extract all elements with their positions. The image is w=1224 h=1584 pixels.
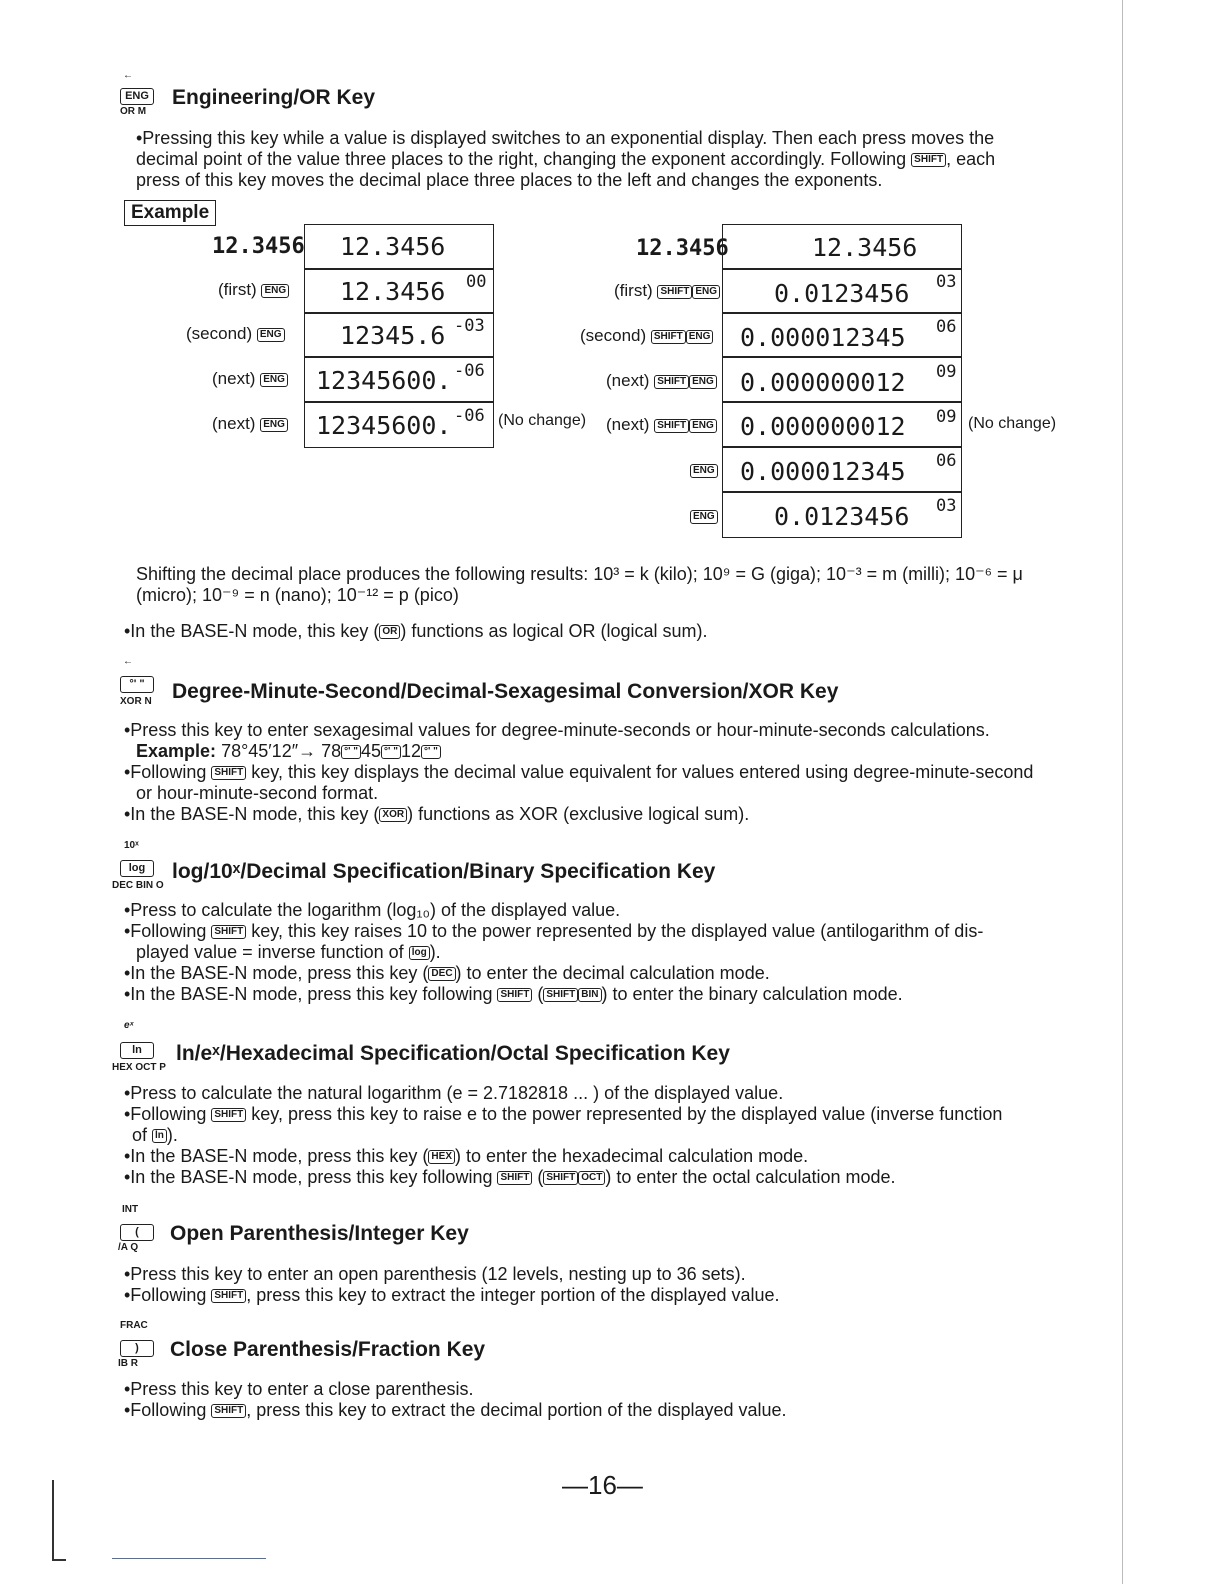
eng-key-below-label: OR M <box>120 106 147 117</box>
open-heading: Open Parenthesis/Integer Key <box>170 1222 469 1245</box>
right-row-4-label: (next) SHIFT ENG <box>606 415 717 435</box>
eng-key-small-icon: ENG <box>689 419 717 433</box>
eng-desc-line-3: press of this key moves the decimal place three places to the left and changes the exponents. <box>136 170 883 190</box>
log-key-below-label: DEC BIN O <box>112 880 164 891</box>
left-start-value: 12.3456 <box>212 234 305 259</box>
shift-key-icon: SHIFT <box>657 285 692 299</box>
eng-key-small-icon: ENG <box>692 285 720 299</box>
right-row-1-value: 0.0123456 <box>774 279 910 308</box>
right-row-3-label: (next) SHIFT ENG <box>606 371 717 391</box>
left-row-4-value: 12345600. <box>316 411 452 440</box>
right-row-1-exp: 03 <box>936 272 957 292</box>
left-row-3-label: (next) ENG <box>212 369 288 389</box>
eng-key-small-icon: ENG <box>260 373 288 387</box>
ln-description: •Press to calculate the natural logarithm (e = 2.7182818 ... ) of the displayed value. •Following SHIFT key, press this key to raise e to the power represented by the displayed value (inverse function of ln ). •In the BASE-N mode, press this key ( HEX ) to enter the hexadecimal calculation mode. •In the BASE-N mode, press this key following SHIFT ( SHIFT OCT ) to enter the octal calculation mode. <box>124 1083 1003 1187</box>
right-row-6-label <box>690 506 718 526</box>
eng-description <box>136 128 1216 191</box>
right-start-value: 12.3456 <box>636 236 729 261</box>
right-row-0-value: 12.3456 <box>812 233 918 262</box>
page-number: —16— <box>562 1470 643 1500</box>
bottom-blue-line <box>112 1558 266 1559</box>
eng-key-small-icon: ENG <box>257 328 285 342</box>
open-paren-key-icon: ( <box>120 1222 154 1241</box>
eng-key-small-icon: ENG <box>690 510 718 524</box>
right-row-2-exp: 06 <box>936 317 957 337</box>
shift-key-icon: SHIFT <box>654 375 689 389</box>
dms-description: •Press this key to enter sexagesimal values for degree-minute-seconds or hour-minute-seconds calculations. Example: 78°45′12″→ 78 °' " 45 °' " 12 °' " •Following SHIFT key, this key displays the decimal value equivalent for values entered using degree-minute-second or hour-minute-second format. •In the BASE-N mode, this key ( XOR ) functions as XOR (exclusive logical sum). <box>124 720 1034 824</box>
left-row-2-exp: -03 <box>454 316 485 336</box>
left-row-3-exp: -06 <box>454 361 485 381</box>
xor-key-icon: XOR <box>379 808 407 822</box>
right-row-6-exp: 03 <box>936 496 957 516</box>
right-row-3-exp: 09 <box>936 362 957 382</box>
left-row-4-exp: -06 <box>454 406 485 426</box>
right-row-5-label <box>690 460 718 480</box>
ln-key-above-label: eˣ <box>124 1020 134 1031</box>
right-row-2-label: (second) SHIFT ENG <box>580 326 713 346</box>
shifting-results: Shifting the decimal place produces the following results: 10³ = k (kilo); 10⁹ = G (giga); 10⁻³ = m (milli); 10⁻⁶ = μ (micro); 10⁻⁹ = n (nano); 10⁻¹² = p (pico) <box>136 564 1023 605</box>
right-row-2-value: 0.000012345 <box>740 323 906 352</box>
left-row-3-value: 12345600. <box>316 366 452 395</box>
eng-key-small-icon: ENG <box>690 464 718 478</box>
log-heading: log/10ˣ/Decimal Specification/Binary Specification Key <box>172 860 716 883</box>
close-key-below-label: IB R <box>118 1358 138 1369</box>
log-key-icon: log <box>120 858 154 877</box>
left-row-1-exp: 00 <box>466 272 487 292</box>
left-crop-mark <box>52 1480 54 1560</box>
right-row-4-value: 0.000000012 <box>740 412 906 441</box>
eng-key-label: ENG <box>120 88 154 105</box>
right-row-3-value: 0.000000012 <box>740 368 906 397</box>
eng-heading: Engineering/OR Key <box>172 86 376 109</box>
right-row-4-exp: 09 <box>936 407 957 427</box>
right-edge-line <box>1122 0 1123 1584</box>
right-row-5-exp: 06 <box>936 451 957 471</box>
eng-basen-note: •In the BASE-N mode, this key ( OR ) functions as logical OR (logical sum). <box>124 621 708 641</box>
dms-key-above-label: ← <box>123 656 133 667</box>
left-row-1-value: 12.3456 <box>340 277 446 306</box>
eng-key-small-icon: ENG <box>689 375 717 389</box>
eng-key-small-icon: ENG <box>261 284 289 298</box>
eng-key-above-label: ← <box>123 70 133 81</box>
left-row-4-label: (next) ENG <box>212 414 288 434</box>
or-key-icon: OR <box>379 625 400 639</box>
shift-key-icon: SHIFT <box>654 419 689 433</box>
log-key-above-label: 10ˣ <box>124 840 139 851</box>
open-key-below-label: /A Q <box>118 1242 139 1253</box>
right-row-1-label: (first) SHIFT ENG <box>614 281 720 301</box>
dms-heading: Degree-Minute-Second/Decimal-Sexagesimal Conversion/XOR Key <box>172 680 839 703</box>
left-row-0-value: 12.3456 <box>340 232 446 261</box>
ln-heading: ln/eˣ/Hexadecimal Specification/Octal Specification Key <box>176 1042 730 1065</box>
eng-desc-line-1: •Pressing this key while a value is displayed switches to an exponential display. Then each press moves the <box>136 128 995 148</box>
close-paren-key-icon: ) <box>120 1338 154 1357</box>
close-description: •Press this key to enter a close parenthesis. •Following SHIFT , press this key to extract the decimal portion of the displayed value. <box>124 1379 787 1420</box>
eng-key-small-icon: ENG <box>260 418 288 432</box>
right-no-change-note: (No change) <box>968 415 1057 432</box>
left-row-2-label: (second) ENG <box>186 324 285 344</box>
right-row-5-value: 0.000012345 <box>740 457 906 486</box>
eng-desc-line-2: decimal point of the value three places to the right, changing the exponent accordingly. Following SHIFT , each <box>136 149 996 169</box>
open-key-above-label: INT <box>122 1204 139 1215</box>
ln-key-icon: ln <box>120 1040 154 1059</box>
log-description: •Press to calculate the logarithm (log₁₀) of the displayed value. •Following SHIFT key, this key raises 10 to the power represented by the displayed value (antilogarithm of dis- played value = inverse function of log ). •In the BASE-N mode, press this key ( DEC ) to enter the decimal calculation mode. •In the BASE-N mode, press this key following SHIFT ( SHIFT BIN ) to enter the binary calculation mode. <box>124 900 984 1004</box>
shift-key-icon: SHIFT <box>651 330 686 344</box>
open-description: •Press this key to enter an open parenthesis (12 levels, nesting up to 36 sets). •Following SHIFT , press this key to extract the integer portion of the displayed value. <box>124 1264 780 1305</box>
example-label: Example <box>124 200 216 226</box>
dms-key-icon: °' " <box>120 674 154 693</box>
dms-key-below-label: XOR N <box>120 696 152 707</box>
left-row-2-value: 12345.6 <box>340 321 446 350</box>
left-no-change-note: (No change) <box>498 412 587 429</box>
left-row-1-label: (first) ENG <box>218 280 289 300</box>
right-row-6-value: 0.0123456 <box>774 502 910 531</box>
close-heading: Close Parenthesis/Fraction Key <box>170 1338 486 1361</box>
close-key-above-label: FRAC <box>120 1320 148 1331</box>
ln-key-below-label: HEX OCT P <box>112 1062 166 1073</box>
eng-key-small-icon: ENG <box>686 330 714 344</box>
eng-key-icon <box>120 86 154 105</box>
